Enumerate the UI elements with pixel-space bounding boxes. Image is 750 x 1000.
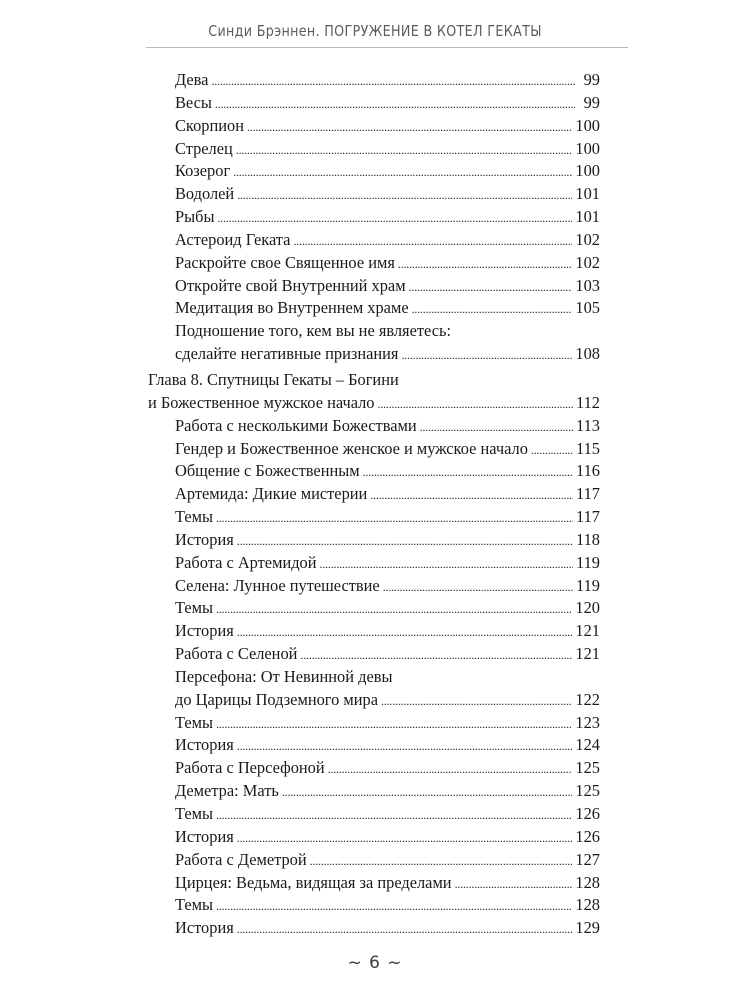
toc-entry — [148, 252, 600, 275]
toc-entry-title: Водолей — [175, 184, 235, 204]
toc-leader-dots — [237, 530, 573, 552]
toc-entry — [148, 160, 600, 183]
toc-leader-dots — [211, 70, 575, 92]
toc-entry-page: 117 — [576, 484, 600, 504]
toc-entry — [148, 849, 600, 872]
toc-leader-dots — [236, 139, 573, 161]
toc-entry-page: 115 — [576, 438, 600, 458]
toc-entry-page: 116 — [576, 461, 600, 481]
toc-entry — [148, 917, 600, 940]
toc-entry-title: Скорпион — [175, 115, 244, 135]
toc-entry — [148, 297, 600, 320]
toc-entry-page: 108 — [575, 344, 600, 364]
toc-entry-title: Темы — [175, 804, 214, 823]
toc-entry — [148, 460, 600, 483]
toc-entry-title: Глава 8. Спутницы Гекаты – Богини — [148, 369, 399, 389]
toc-leader-dots — [237, 735, 573, 757]
toc-entry-title: История — [175, 735, 234, 755]
toc-leader-dots — [216, 598, 572, 620]
toc-entry — [148, 206, 600, 229]
toc-leader-dots — [398, 253, 573, 275]
toc-entry-page: 126 — [575, 826, 600, 846]
toc-chapter-entry — [148, 369, 600, 392]
toc-leader-dots — [237, 184, 572, 206]
toc-entry — [148, 734, 600, 757]
toc-entry-title: и Божественное мужское начало — [148, 392, 375, 412]
toc-entry-page: 100 — [575, 138, 600, 158]
toc-entry-title: Весы — [175, 92, 212, 112]
toc-leader-dots — [383, 576, 573, 598]
table-of-contents — [148, 69, 600, 940]
toc-leader-dots — [328, 758, 573, 780]
toc-entry-page: 120 — [575, 598, 600, 618]
toc-entry-title: Персефона: От Невинной девы — [175, 666, 393, 686]
toc-entry-title: Артемида: Дикие мистерии — [175, 484, 368, 504]
toc-entry-page: 125 — [575, 758, 600, 778]
toc-entry-page: 124 — [575, 735, 600, 755]
toc-entry — [148, 320, 600, 343]
toc-entry — [148, 275, 600, 298]
toc-entry-title: Темы — [175, 895, 214, 915]
toc-entry — [148, 115, 600, 138]
toc-entry-title: Дева — [175, 70, 209, 89]
toc-entry-page: 113 — [576, 415, 600, 435]
toc-leader-dots — [237, 918, 573, 940]
toc-leader-dots — [381, 690, 572, 712]
toc-entry — [148, 620, 600, 643]
toc-entry-title: Работа с Артемидой — [175, 552, 317, 572]
toc-entry — [148, 529, 600, 552]
toc-entry-page: 101 — [575, 184, 600, 204]
toc-entry — [148, 415, 600, 438]
toc-leader-dots — [233, 161, 572, 183]
toc-leader-dots — [370, 484, 573, 506]
toc-entry — [148, 438, 600, 461]
toc-entry-title: Селена: Лунное путешествие — [175, 575, 380, 595]
toc-entry-page: 102 — [575, 229, 600, 249]
toc-entry-title: Гендер и Божественное женское и мужское начало — [175, 438, 528, 458]
toc-entry-title: Рыбы — [175, 207, 215, 227]
toc-entry — [148, 229, 600, 252]
toc-entry-title: Астероид Геката — [175, 229, 291, 249]
toc-entry-title: Работа с несколькими Божествами — [175, 415, 417, 435]
toc-leader-dots — [363, 461, 573, 483]
toc-entry — [148, 506, 600, 529]
toc-entry-title: Стрелец — [175, 138, 233, 158]
toc-entry — [148, 666, 600, 689]
toc-leader-dots — [409, 276, 573, 298]
toc-leader-dots — [455, 873, 573, 895]
toc-entry-page: 112 — [576, 392, 600, 412]
toc-leader-dots — [300, 644, 572, 666]
toc-entry-page: 127 — [575, 849, 600, 869]
toc-leader-dots — [378, 393, 574, 415]
toc-leader-dots — [216, 507, 573, 529]
page-number: ~ 6 ~ — [347, 953, 403, 973]
toc-leader-dots — [293, 230, 572, 252]
toc-entry-page: 100 — [575, 161, 600, 181]
toc-entry — [148, 552, 600, 575]
toc-entry-page: 123 — [575, 712, 600, 732]
toc-entry-page: 118 — [576, 529, 600, 549]
toc-entry-title: сделайте негативные признания — [175, 344, 399, 364]
toc-entry-title: Деметра: Мать — [175, 781, 279, 801]
toc-leader-dots — [310, 850, 573, 872]
toc-leader-dots — [216, 804, 572, 826]
toc-entry-title: История — [175, 826, 234, 846]
toc-entry-title: Откройте свой Внутренний храм — [175, 275, 406, 295]
toc-leader-dots — [237, 621, 573, 643]
toc-entry-title: Подношение того, кем вы не являетесь: — [175, 321, 452, 341]
toc-leader-dots — [217, 207, 572, 229]
toc-entry-title: до Царицы Подземного мира — [175, 689, 379, 709]
toc-entry-title: Общение с Божественным — [175, 461, 360, 481]
toc-leader-dots — [531, 439, 573, 461]
toc-entry — [148, 689, 600, 712]
toc-entry-title: Работа с Селеной — [175, 644, 298, 664]
toc-entry-page: 119 — [576, 552, 600, 572]
toc-entry-page: 122 — [575, 689, 600, 709]
toc-entry — [148, 780, 600, 803]
header-author: Синди Брэннен. — [208, 22, 320, 40]
toc-entry-page: 100 — [575, 115, 600, 135]
toc-entry-page: 101 — [575, 207, 600, 227]
toc-entry — [148, 872, 600, 895]
toc-entry-page: 105 — [575, 298, 600, 318]
toc-entry-page: 129 — [575, 918, 600, 938]
toc-entry-page: 103 — [575, 275, 600, 295]
toc-entry — [148, 826, 600, 849]
toc-entry-title: Работа с Деметрой — [175, 849, 307, 869]
toc-entry-title: Темы — [175, 598, 214, 618]
toc-leader-dots — [282, 781, 573, 803]
toc-entry-title: История — [175, 621, 234, 641]
toc-entry-page: 119 — [576, 575, 600, 595]
toc-chapter-entry — [148, 392, 600, 415]
toc-entry-title: История — [175, 529, 234, 549]
toc-entry-title: Темы — [175, 507, 214, 527]
toc-leader-dots — [420, 416, 573, 438]
toc-entry — [148, 894, 600, 917]
toc-entry-page: 99 — [583, 70, 600, 89]
running-header — [68, 22, 683, 40]
toc-entry — [148, 92, 600, 115]
toc-entry-title: История — [175, 918, 234, 938]
toc-entry — [148, 183, 600, 206]
toc-entry — [148, 69, 600, 92]
toc-leader-dots — [237, 827, 573, 849]
toc-entry — [148, 597, 600, 620]
toc-leader-dots — [215, 93, 575, 115]
toc-entry — [148, 483, 600, 506]
toc-entry — [148, 138, 600, 161]
toc-leader-dots — [247, 116, 572, 138]
toc-entry-page: 125 — [575, 781, 600, 801]
toc-entry — [148, 343, 600, 366]
toc-leader-dots — [216, 895, 572, 917]
toc-entry — [148, 643, 600, 666]
toc-entry — [148, 757, 600, 780]
toc-entry-title: Козерог — [175, 161, 231, 181]
toc-entry — [148, 712, 600, 735]
toc-entry-title: Темы — [175, 712, 214, 732]
toc-entry-title: Раскройте свое Священное имя — [175, 252, 395, 272]
toc-leader-dots — [216, 713, 572, 735]
toc-leader-dots — [320, 553, 573, 575]
toc-entry-page: 121 — [575, 644, 600, 664]
toc-entry — [148, 803, 600, 826]
toc-entry-page: 102 — [575, 252, 600, 272]
toc-leader-dots — [412, 298, 573, 320]
toc-entry-title: Медитация во Внутреннем храме — [175, 298, 409, 318]
toc-entry-page: 117 — [576, 507, 600, 527]
toc-leader-dots — [401, 344, 572, 366]
toc-entry-title: Цирцея: Ведьма, видящая за пределами — [175, 872, 452, 892]
header-rule — [146, 47, 628, 48]
toc-entry — [148, 575, 600, 598]
toc-entry-page: 126 — [575, 804, 600, 823]
toc-entry-page: 128 — [575, 895, 600, 915]
toc-entry-page: 128 — [575, 872, 600, 892]
header-book-title: ПОГРУЖЕНИЕ В КОТЕЛ ГЕКАТЫ — [324, 22, 542, 40]
toc-entry-title: Работа с Персефоной — [175, 758, 325, 778]
toc-entry-page: 99 — [583, 92, 600, 112]
toc-entry-page: 121 — [575, 621, 600, 641]
